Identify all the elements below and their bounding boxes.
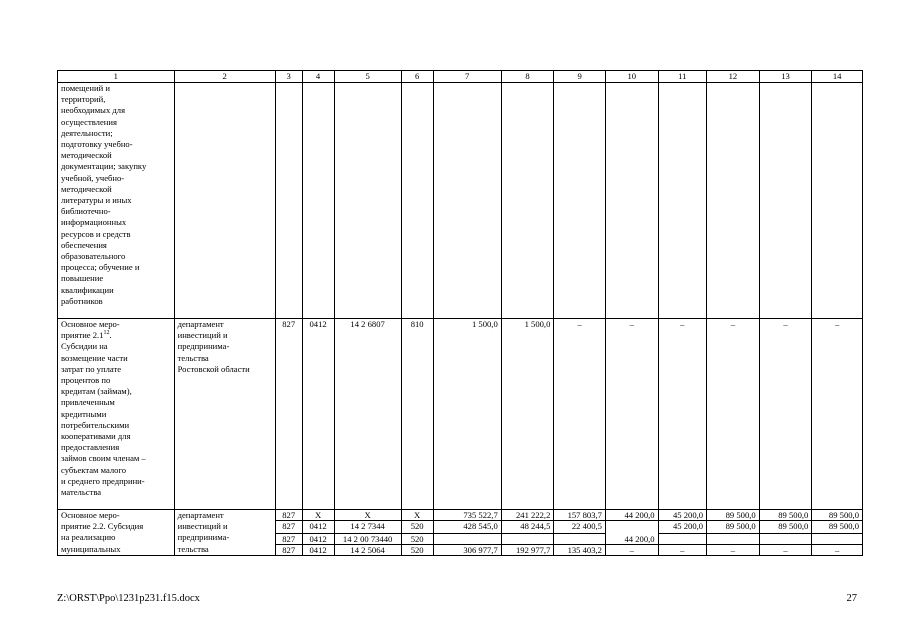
col-header: 8 [501,71,554,83]
cell-year: – [759,319,812,510]
col-header: 5 [334,71,401,83]
cell-year: – [658,544,707,555]
table-row-continuation [58,83,863,319]
cell-year: – [812,544,863,555]
budget-table [57,70,863,556]
cell-year: – [759,544,812,555]
cell-year: 22 400,5 [554,521,606,534]
cell-year: – [605,319,658,510]
cell-year: 135 403,2 [554,544,606,555]
cell-year: – [658,319,707,510]
col-header: 9 [554,71,606,83]
page-number: 27 [846,593,857,604]
cell-grbs: 827 [275,544,302,555]
responsible-executor: департамент инвестиций и предпринима- тельства Ростовской области [174,319,275,510]
cell-rzpr: 0412 [302,521,334,534]
cell-total: 1 500,0 [433,319,501,510]
cell-year [812,533,863,544]
cell-grbs: 827 [275,521,302,534]
cell-year [707,533,760,544]
col-header: 4 [302,71,334,83]
col-header: 12 [707,71,760,83]
cell-year: 45 200,0 [658,510,707,521]
cell-year: 44 200,0 [605,510,658,521]
col-header: 6 [401,71,433,83]
cell-year: 48 244,5 [501,521,554,534]
cell-year: 45 200,0 [658,521,707,534]
cell-rzpr: 0412 [302,533,334,544]
table-row-activity-2-1 [58,319,863,510]
cell-year: – [812,319,863,510]
cell-rzpr: 0412 [302,319,334,510]
cell-total: 735 522,7 [433,510,501,521]
cell-year: 44 200,0 [605,521,658,545]
col-header: 1 [58,71,175,83]
cell-grbs: 827 [275,510,302,521]
cell-vr: 520 [401,533,433,544]
table-row-activity-2-2 [58,510,863,521]
activity-name: Основное меро- приятие 2.2. Субсидия на реализацию муниципальных [58,510,175,556]
col-header: 13 [759,71,812,83]
cell-vr: 520 [401,521,433,534]
cell-year [759,533,812,544]
file-path: Z:\ORST\Ppo\1231p231.f15.docx [57,593,200,604]
cell-year: – [707,319,760,510]
cell-vr: Х [401,510,433,521]
activity-name: Основное меро- приятие $2.1^{12}$. Субсидии на возмещение части затрат по уплате процентов по кредитам (займам), привлеченным кредитными потребительскими кооперативами для предоставления займов своим членам – субъектам малого и среднего предприни- мательства [58,319,175,510]
col-header: 10 [605,71,658,83]
cell-year: 89 500,0 [707,521,760,534]
cell-csr: Х [334,510,401,521]
col-header: 3 [275,71,302,83]
cell-total [433,533,501,544]
responsible-executor: департамент инвестиций и предпринима- тельства [174,510,275,556]
cell-year: 89 500,0 [759,510,812,521]
cell-vr: 520 [401,544,433,555]
cell-year: 89 500,0 [812,521,863,534]
cell-year [554,533,606,544]
cell-vr: 810 [401,319,433,510]
cell-year: 192 977,7 [501,544,554,555]
footnote-ref: 12 [103,330,110,337]
header-row [58,71,863,83]
cell-year: 89 500,0 [759,521,812,534]
col-header: 14 [812,71,863,83]
col-header: 2 [174,71,275,83]
cell-rzpr: Х [302,510,334,521]
cell-csr: 14 2 5064 [334,544,401,555]
cell-year [658,533,707,544]
cell-total: 306 977,7 [433,544,501,555]
cell-grbs: 827 [275,319,302,510]
cell-year: – [707,544,760,555]
col-header: 7 [433,71,501,83]
cell-year: – [554,319,606,510]
cell-year: 89 500,0 [707,510,760,521]
cell-csr: 14 2 6807 [334,319,401,510]
col-header: 11 [658,71,707,83]
cell-grbs: 827 [275,533,302,544]
cell-year: 157 803,7 [554,510,606,521]
cell-csr: 14 2 00 73440 [334,533,401,544]
cell-total: 428 545,0 [433,521,501,534]
cell-year [501,533,554,544]
cell-year: – [605,544,658,555]
cell-csr: 14 2 7344 [334,521,401,534]
cell-rzpr: 0412 [302,544,334,555]
activity-description: помещений и территорий, необходимых для осуществления деятельности; подготовку учебно- методической документации; закупку учебной, учебно- методической литературы и иных библиотечно- информационных ресурсов и средств обеспечения образовательного процесса; обучение и повышение квалификации работников [58,83,175,319]
cell-year: 89 500,0 [812,510,863,521]
cell-year: 241 222,2 [501,510,554,521]
cell-year: 1 500,0 [501,319,554,510]
